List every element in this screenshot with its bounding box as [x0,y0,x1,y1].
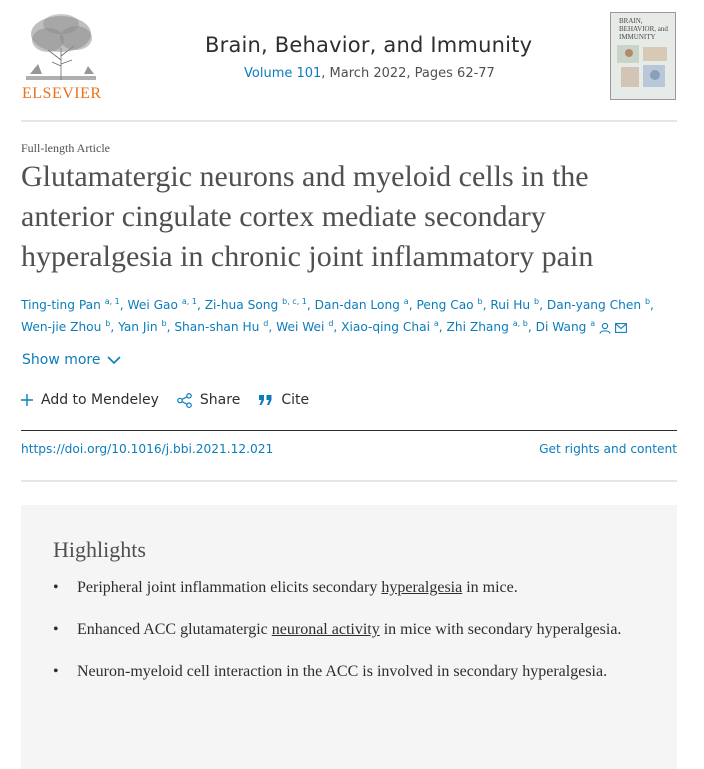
journal-issue-info [244,66,495,81]
cover-title: BRAIN, BEHAVIOR, and IMMUNITY [619,17,668,41]
issue-details: , March 2022, Pages 62-77 [321,66,495,81]
cite-quote-icon [258,394,273,406]
author-link[interactable]: Peng Cao $^b$ [416,297,483,312]
author-affiliation[interactable]: b [534,297,540,306]
highlights-panel [21,505,677,769]
highlight-item: • Peripheral joint inflammation elicits secondary hyperalgesia in mice. [53,579,518,596]
author-link[interactable]: Wei Wei $^d$ [276,319,334,334]
show-more-button[interactable] [22,352,121,368]
author-affiliation[interactable]: a, b [512,319,528,328]
article-type: Full-length Article [21,141,110,155]
author-affiliation[interactable]: a [403,297,409,306]
journal-title[interactable]: Brain, Behavior, and Immunity [205,33,533,57]
author-affiliation[interactable]: b [477,297,483,306]
author-link[interactable]: Zhi Zhang $^{a, b}$ [446,319,528,334]
author-link[interactable]: Shan-shan Hu $^d$ [174,319,269,334]
author-affiliation[interactable]: b [644,297,651,306]
author-affiliation[interactable]: d [263,319,269,328]
author-affiliation[interactable]: d [328,319,334,328]
author-affiliation[interactable]: a, 1 [181,297,197,306]
volume-link[interactable]: Volume 101 [244,66,322,81]
get-rights-link[interactable]: Get rights and content [539,442,677,456]
person-icon[interactable] [599,322,611,334]
author-link[interactable]: Dan-dan Long $^a$ [314,297,409,312]
glossary-term-link[interactable]: neuronal activity [271,621,380,638]
author-affiliation[interactable]: a [590,319,596,328]
author-affiliation[interactable]: b [105,319,111,328]
envelope-icon[interactable] [615,323,627,333]
highlights-list [53,575,643,701]
author-link[interactable]: Yan Jin $^b$ [118,319,167,334]
share-button[interactable] [177,392,240,408]
highlight-item: • Neuron-myeloid cell interaction in the ACC is involved in secondary hyperalgesia. [53,663,608,680]
doi-divider [21,480,677,482]
doi-link[interactable]: https://doi.org/10.1016/j.bbi.2021.12.021 [21,442,274,456]
article-title: Glutamatergic neurons and myeloid cells in the anterior cingulate cortex mediate secondary hyperalgesia in chronic joint inflammatory pain [21,160,594,273]
add-to-mendeley-label: Add to Mendeley [41,392,159,408]
author-affiliation[interactable]: b [161,319,167,328]
meta-divider [21,430,677,431]
show-more-label: Show more [22,352,101,368]
highlights-heading: Highlights [53,537,146,562]
cite-label: Cite [281,392,310,408]
author-list: Ting-ting Pan $^{a, 1}$, Wei Gao $^{a, 1}$, Zi-hua Song $^{b, c, 1}$, Dan-dan Long $^a$, Peng Cao $^b$, Rui Hu $^b$, Dan-yang Chen $^b$, Wen-jie Zhou $^b$, Yan Jin $^b$, Shan-shan Hu $^d$, Wei Wei $^d$, Xiao-qing Chai $^a$, Zhi Zhang $^{a, b}$, Di Wang $^a$ [21,297,654,334]
cite-button[interactable] [258,392,309,408]
author-affiliation[interactable]: a, 1 [104,297,120,306]
journal-cover-image[interactable] [610,12,676,100]
article-actions [21,392,327,408]
author-affiliation[interactable]: a [433,319,439,328]
author-link[interactable]: Dan-yang Chen $^b$ [546,297,651,312]
author-link[interactable]: Ting-ting Pan $^{a, 1}$ [21,297,120,312]
highlight-item: • Enhanced ACC glutamatergic neuronal activity in mice with secondary hyperalgesia. [53,621,622,638]
add-to-mendeley-button[interactable] [21,392,159,408]
author-link[interactable]: Xiao-qing Chai $^a$ [341,319,439,334]
author-link[interactable]: Zi-hua Song $^{b, c, 1}$ [204,297,307,312]
cover-art [615,43,671,93]
chevron-down-icon [107,356,121,365]
author-link[interactable]: Wei Gao $^{a, 1}$ [127,297,197,312]
author-affiliation[interactable]: b, c, 1 [282,297,307,306]
header-divider [21,120,677,122]
share-icon [177,393,192,408]
author-link[interactable]: Wen-jie Zhou $^b$ [21,319,111,334]
author-link[interactable]: Rui Hu $^b$ [490,297,540,312]
author-link[interactable]: Di Wang $^a$ [535,319,596,334]
publisher-name: ELSEVIER [22,85,102,102]
glossary-term-link[interactable]: hyperalgesia [381,579,463,596]
plus-icon [21,394,33,406]
share-label: Share [199,392,241,408]
